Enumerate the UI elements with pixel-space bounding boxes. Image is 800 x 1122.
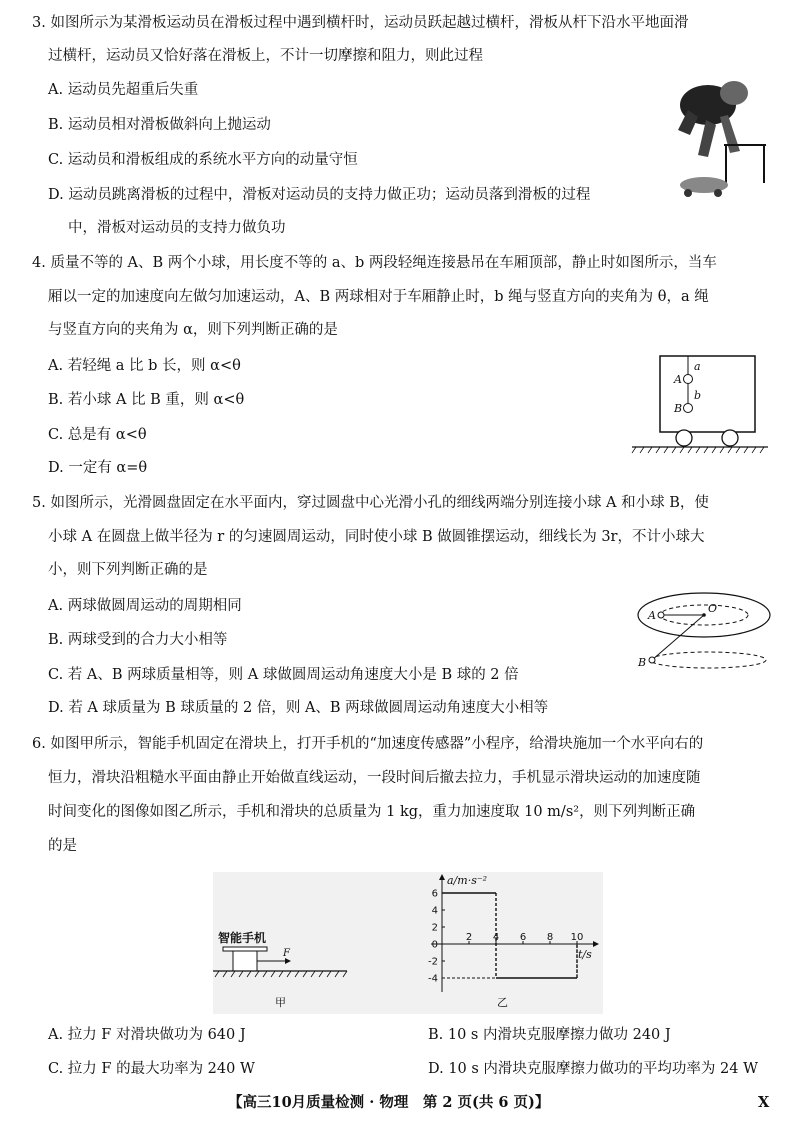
q5-stem-line2: 小球 A 在圆盘上做半径为 r 的匀速圆周运动，同时使小球 B 做圆锥摆运动，细线长为 3r，不计小球大 (48, 529, 705, 545)
q3-option-b[interactable]: B. 运动员相对滑板做斜向上抛运动 (48, 117, 271, 133)
q4-option-a[interactable]: A. 若轻绳 a 比 b 长，则 α<θ (48, 358, 241, 374)
q6-stem-line1: 6. 如图甲所示，智能手机固定在滑块上，打开手机的“加速度传感器”小程序，给滑块施加一个水平向右的 (32, 736, 704, 752)
phone-label: 智能手机 (218, 931, 267, 945)
acceleration-time-chart (415, 872, 600, 1014)
q5-option-d[interactable]: D. 若 A 球质量为 B 球质量的 2 倍，则 A、B 两球做圆周运动角速度大小相等 (48, 700, 549, 716)
q6-option-c[interactable]: C. 拉力 F 的最大功率为 240 W (48, 1061, 255, 1077)
force-label: F (283, 948, 290, 959)
page-footer: 【高三10月质量检测 · 物理 第 2 页(共 6 页)】 (228, 1094, 550, 1111)
q6-stem-line2: 恒力，滑块沿粗糙水平面由静止开始做直线运动，一段时间后撤去拉力，手机显示滑块运动的加速度随 (48, 770, 701, 786)
q3-option-c[interactable]: C. 运动员和滑板组成的系统水平方向的动量守恒 (48, 152, 358, 168)
x-tick-label: 2 (465, 932, 473, 943)
y-tick-label: 2 (431, 922, 438, 934)
q6-option-d[interactable]: D. 10 s 内滑块克服摩擦力做功的平均功率为 24 W (428, 1061, 759, 1077)
y-tick-label: 0 (431, 939, 438, 951)
train-car-figure (630, 352, 770, 457)
q4-stem-line2: 厢以一定的加速度向左做匀加速运动，A、B 两球相对于车厢静止时，b 绳与竖直方向的夹角为 θ，a 绳 (48, 289, 709, 305)
q3-stem-line1: 3. 如图所示为某滑板运动员在滑板过程中遇到横杆时，运动员跃起越过横杆，滑板从杆下沿水平地面滑 (32, 15, 689, 31)
q3-stem-line2: 过横杆，运动员又恰好落在滑板上，不计一切摩擦和阻力，则此过程 (48, 48, 483, 64)
ball-a-label: A (674, 373, 682, 386)
q4-stem-line1: 4. 质量不等的 A、B 两个小球，用长度不等的 a、b 两段轻绳连接悬吊在车厢顶部，静止时如图所示，当车 (32, 255, 717, 271)
q4-option-b[interactable]: B. 若小球 A 比 B 重，则 α<θ (48, 392, 245, 408)
figure-jia (213, 872, 353, 1014)
rope-a-label: a (694, 360, 701, 373)
caption-jia: 甲 (275, 996, 286, 1009)
q3-option-a[interactable]: A. 运动员先超重后失重 (48, 82, 199, 98)
q3-option-d-line2: 中，滑板对运动员的支持力做负功 (68, 220, 286, 236)
y-tick-label: -2 (428, 956, 438, 968)
x-tick-label: 8 (546, 932, 554, 943)
footer-mark: X (758, 1094, 770, 1111)
q4-option-d[interactable]: D. 一定有 α=θ (48, 460, 148, 476)
ball-a-label: A (648, 609, 656, 622)
y-tick-label: -4 (428, 973, 438, 985)
rope-b-label: b (694, 389, 702, 402)
q6-stem-line3: 时间变化的图像如图乙所示，手机和滑块的总质量为 1 kg，重力加速度取 10 m/s²，则下列判断正确 (48, 804, 696, 820)
ball-b-label: B (674, 402, 683, 415)
skateboarder-figure (668, 75, 780, 215)
q5-option-a[interactable]: A. 两球做圆周运动的周期相同 (48, 598, 242, 614)
x-tick-label: 4 (492, 932, 500, 943)
q5-stem-line3: 小，则下列判断正确的是 (48, 562, 208, 578)
q6-option-b[interactable]: B. 10 s 内滑块克服摩擦力做功 240 J (428, 1027, 671, 1043)
q6-stem-line4: 的是 (48, 838, 77, 854)
x-tick-label: 10 (570, 932, 584, 943)
caption-yi: 乙 (497, 996, 508, 1009)
y-tick-label: 6 (431, 888, 438, 900)
center-o-label: O (708, 602, 718, 615)
q5-stem-line1: 5. 如图所示，光滑圆盘固定在水平面内，穿过圆盘中心光滑小孔的细线两端分别连接小球 A 和小球 B，使 (32, 495, 709, 511)
q5-option-c[interactable]: C. 若 A、B 两球质量相等，则 A 球做圆周运动角速度大小是 B 球的 2 倍 (48, 667, 519, 683)
q4-stem-line3: 与竖直方向的夹角为 α，则下列判断正确的是 (48, 322, 338, 338)
x-axis-label: t/s (578, 948, 592, 961)
x-tick-label: 6 (519, 932, 527, 943)
q4-option-c[interactable]: C. 总是有 α<θ (48, 427, 147, 443)
q5-option-b[interactable]: B. 两球受到的合力大小相等 (48, 632, 228, 648)
y-axis-label: a/m·s⁻² (447, 874, 488, 887)
y-tick-label: 4 (431, 905, 438, 917)
q3-option-d-line1[interactable]: D. 运动员跳离滑板的过程中，滑板对运动员的支持力做正功；运动员落到滑板的过程 (48, 187, 591, 203)
disk-pendulum-figure (636, 590, 776, 672)
ball-b-label: B (638, 656, 647, 669)
q6-option-a[interactable]: A. 拉力 F 对滑块做功为 640 J (48, 1027, 246, 1043)
